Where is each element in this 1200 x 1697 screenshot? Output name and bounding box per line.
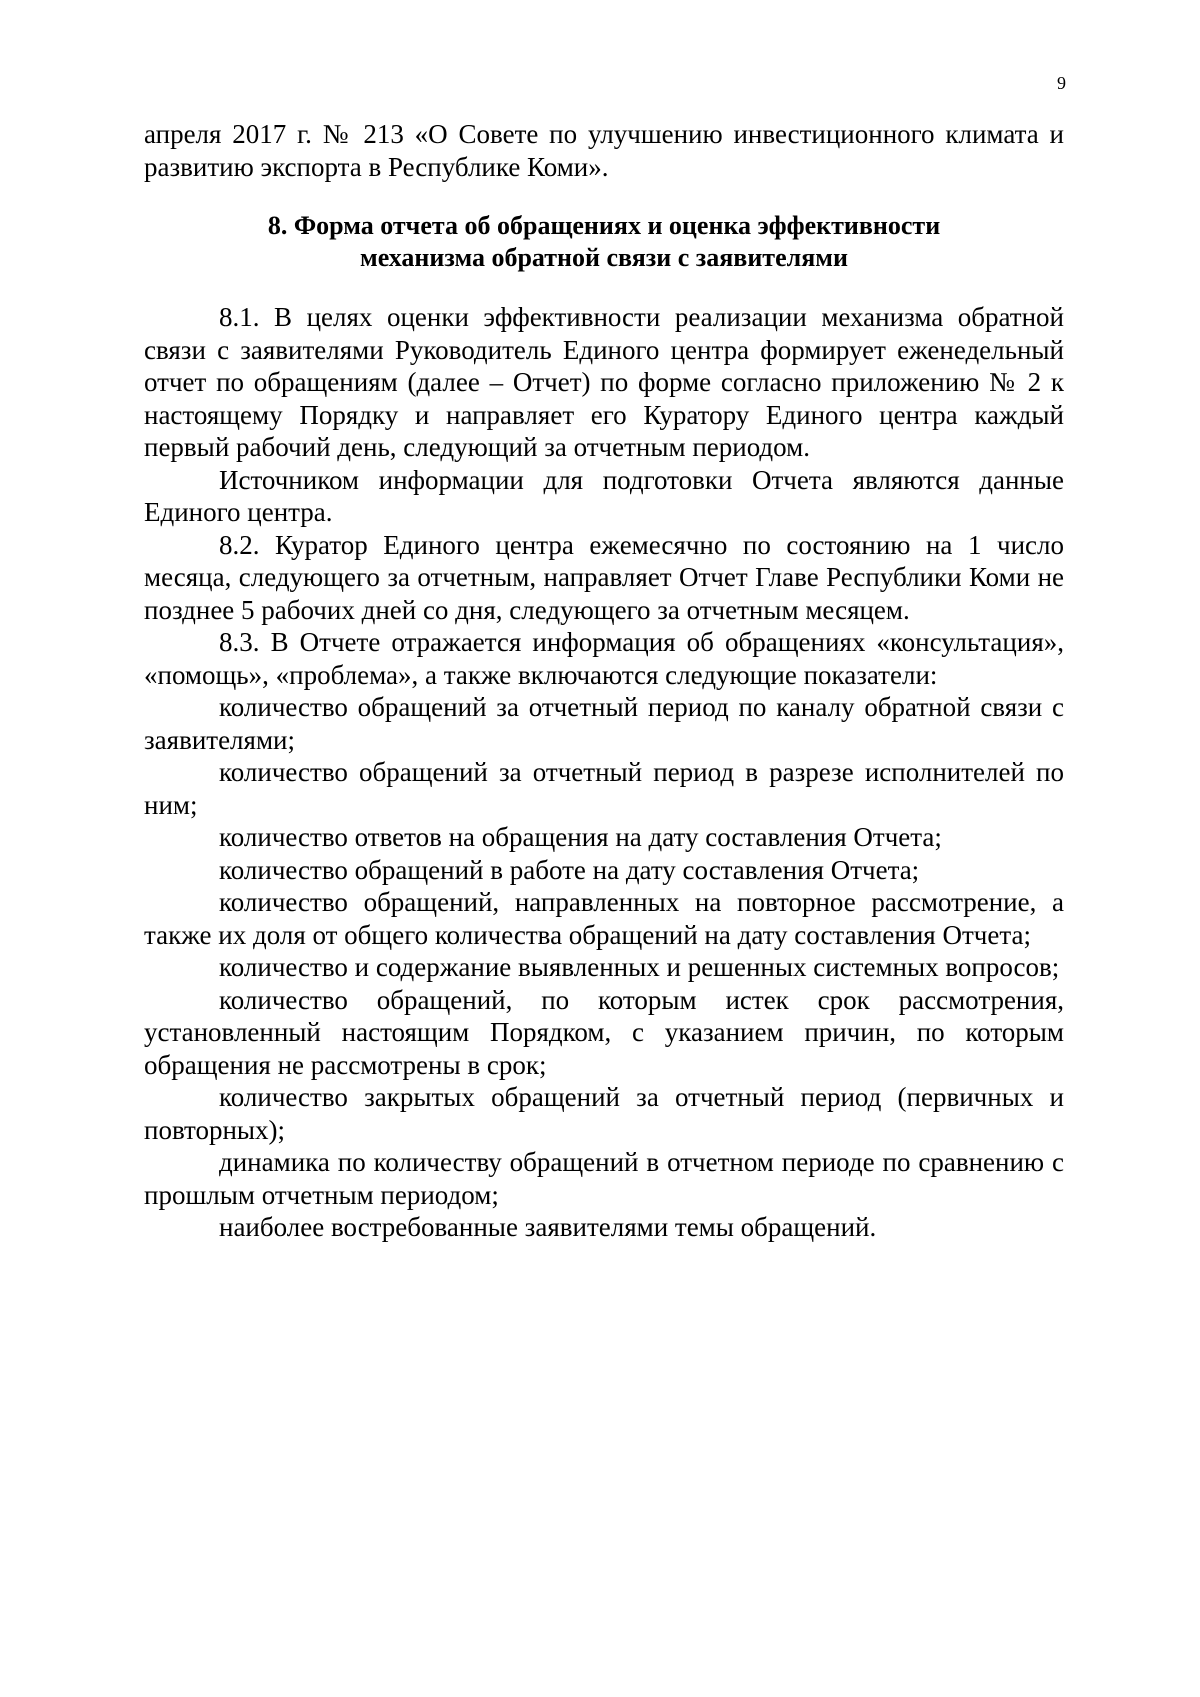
indicator-item: динамика по количеству обращений в отчетном периоде по сравнению с прошлым отчетным периодом; <box>144 1147 1064 1210</box>
indicator-item: количество закрытых обращений за отчетный период (первичных и повторных); <box>144 1082 1064 1145</box>
section-heading-line-2: механизма обратной связи с заявителями <box>360 243 848 272</box>
page-number: 9 <box>1057 73 1066 93</box>
section-heading-line-1: 8. Форма отчета об обращениях и оценка эффективности <box>267 211 941 240</box>
paragraph-8-3: 8.3. В Отчете отражается информация об обращениях «консультация», «помощь», «проблема», а также включаются следующие показатели: <box>144 627 1064 690</box>
indicator-item: количество ответов на обращения на дату составления Отчета; <box>219 822 942 852</box>
paragraph-8-2: 8.2. Куратор Единого центра ежемесячно по состоянию на 1 число месяца, следующего за отчетным, направляет Отчет Главе Республики Коми не позднее 5 рабочих дней со дня, следующего за отчетным месяцем. <box>144 529 1064 625</box>
intro-paragraph: апреля 2017 г. № 213 «О Совете по улучшению инвестиционного климата и развитию экспорта в Республике Коми». <box>144 119 1064 182</box>
paragraph-8-1: 8.1. В целях оценки эффективности реализации механизма обратной связи с заявителями Руководитель Единого центра формирует еженедельный отчет по обращениям (далее – Отчет) по форме согласно приложению № 2 к настоящему Порядку и направляет его Куратору Единого центра каждый первый рабочий день, следующий за отчетным периодом. <box>144 302 1064 462</box>
indicator-item: количество обращений, направленных на повторное рассмотрение, а также их доля от общего количества обращений на дату составления Отчета; <box>144 887 1064 950</box>
indicator-item: количество обращений, по которым истек срок рассмотрения, установленный настоящим Порядком, с указанием причин, по которым обращения не рассмотрены в срок; <box>144 984 1064 1080</box>
indicator-item: количество обращений за отчетный период по каналу обратной связи с заявителями; <box>144 692 1064 755</box>
document-body <box>144 118 1064 1244</box>
indicator-item: количество обращений за отчетный период в разрезе исполнителей по ним; <box>144 757 1064 820</box>
section-heading <box>144 210 1064 274</box>
indicator-item: количество обращений в работе на дату составления Отчета; <box>219 854 920 885</box>
indicator-item: наиболее востребованные заявителями темы обращений. <box>219 1212 877 1242</box>
indicator-item: количество и содержание выявленных и решенных системных вопросов; <box>219 952 1060 982</box>
paragraph-source: Источником информации для подготовки Отчета являются данные Единого центра. <box>144 464 1064 527</box>
